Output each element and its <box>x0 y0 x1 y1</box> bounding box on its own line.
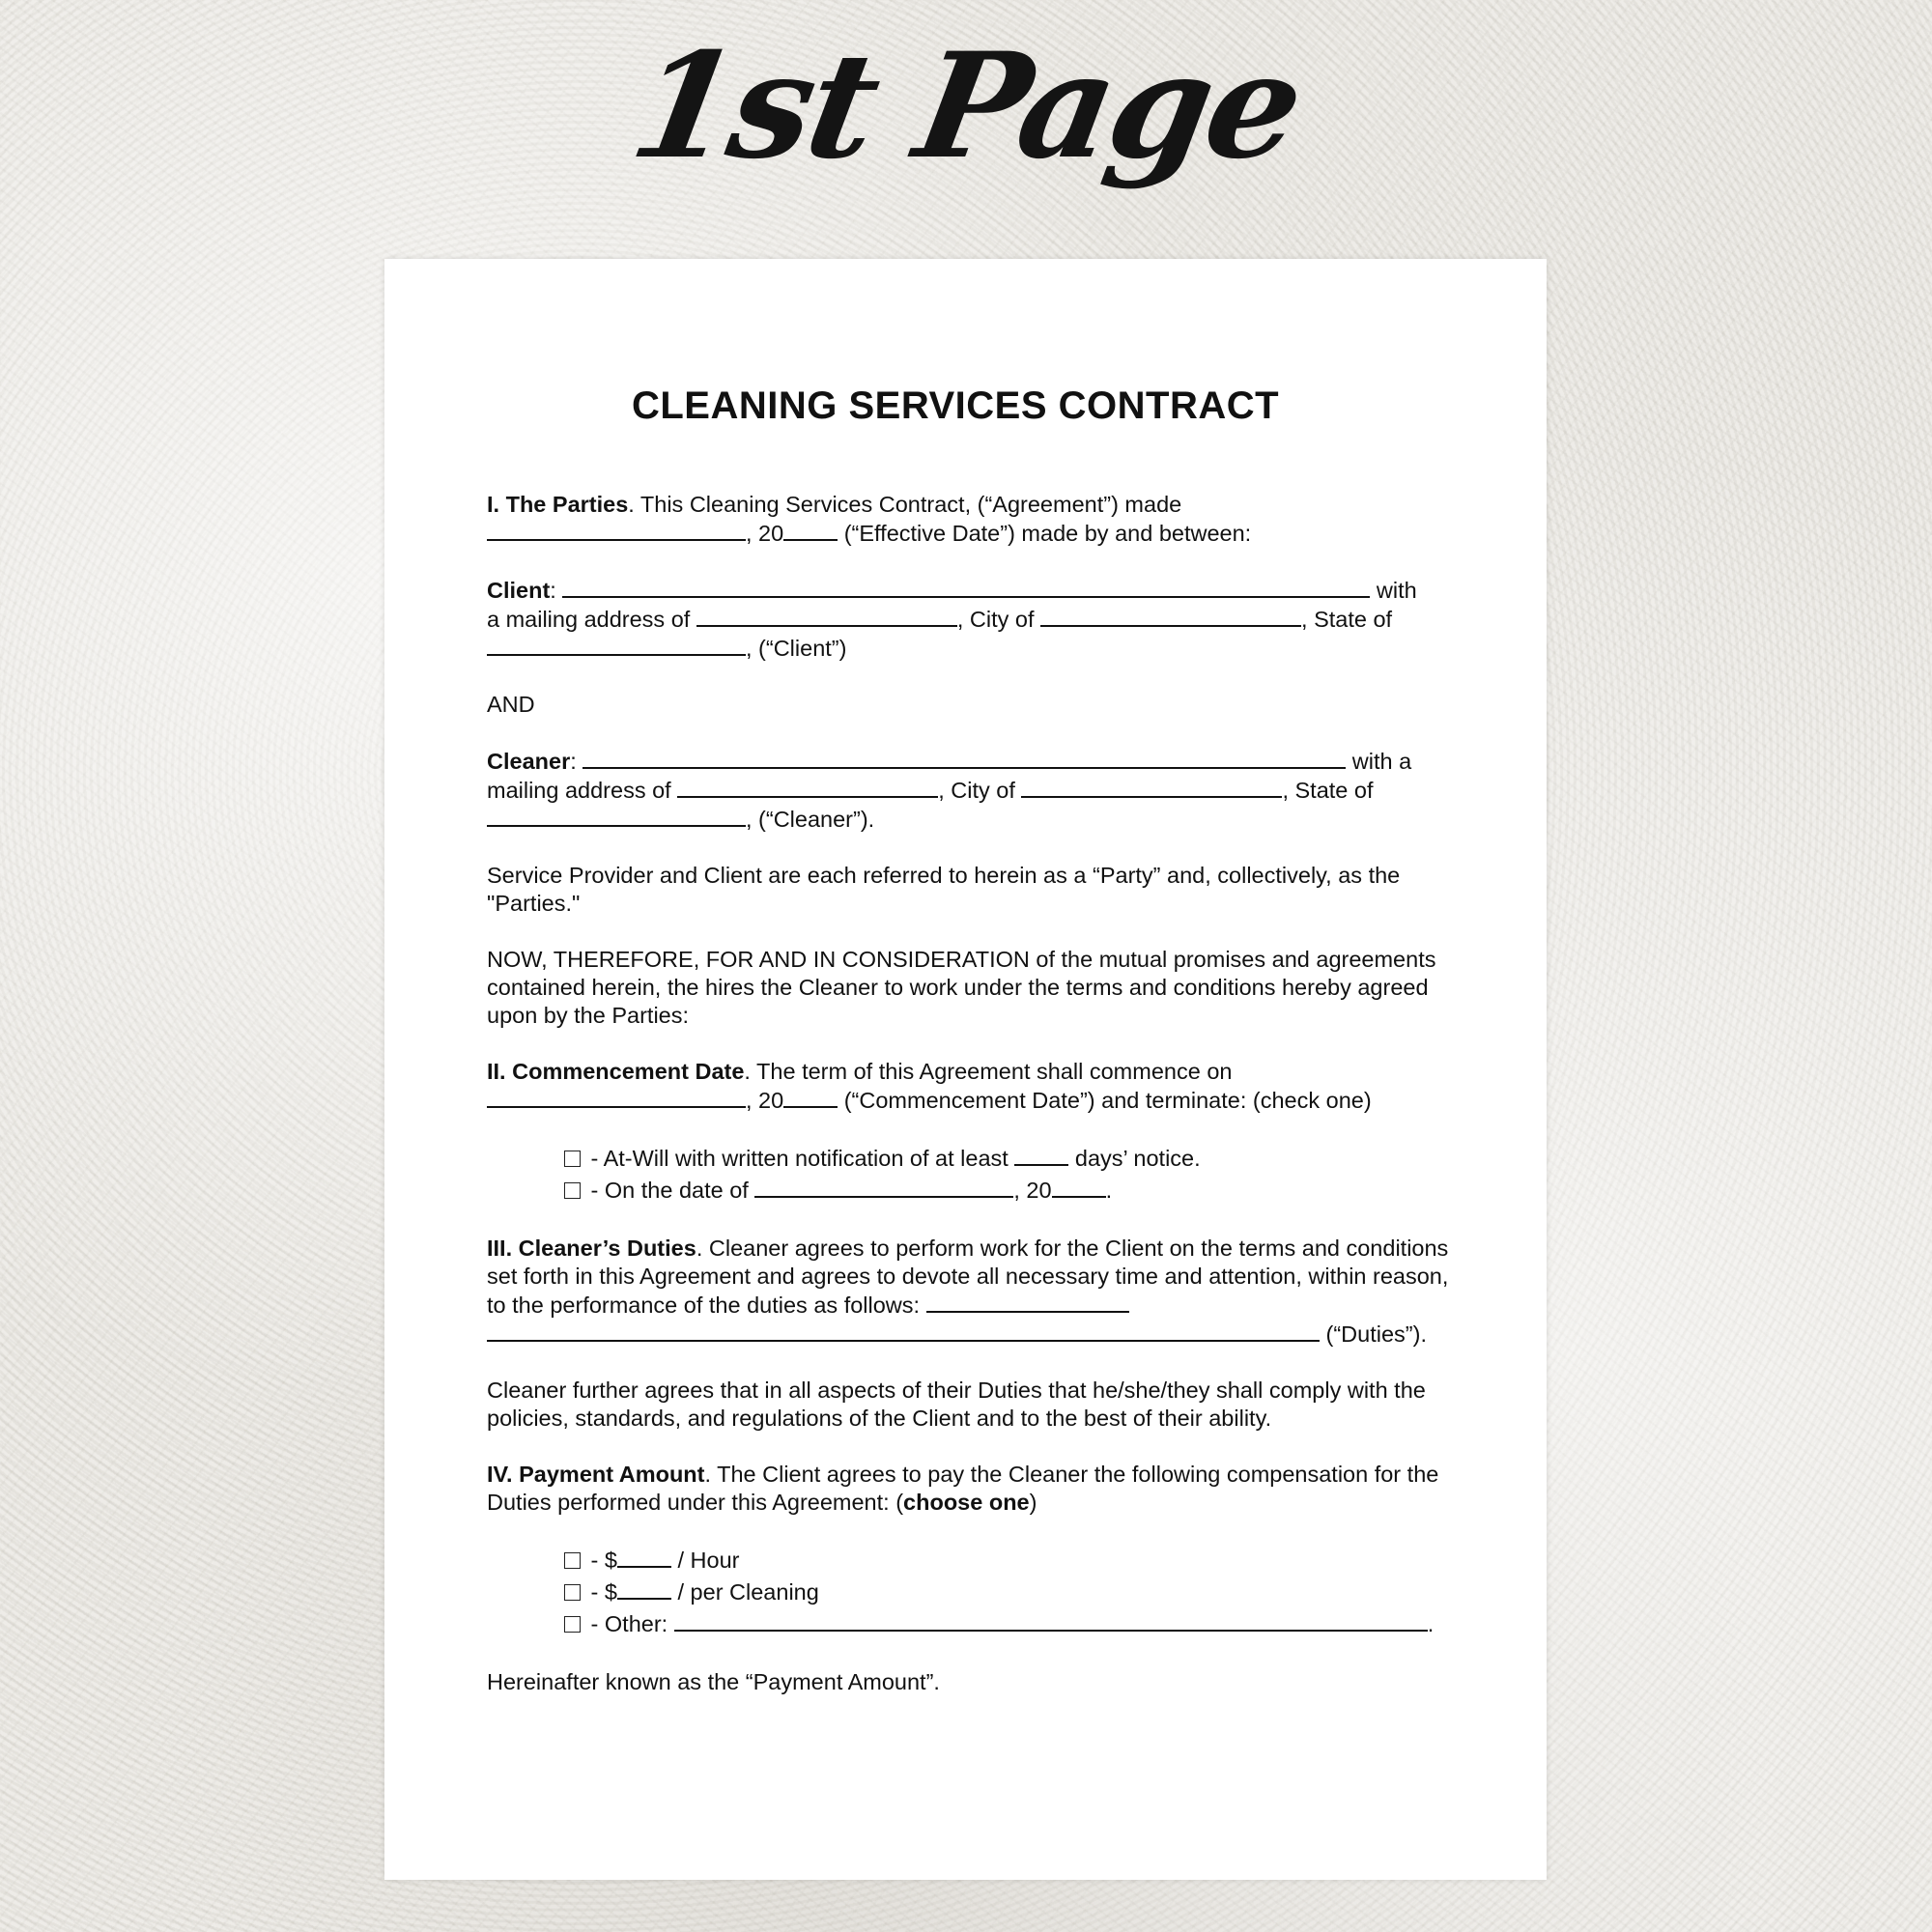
at-will-text: - At-Will with written notification of at least <box>584 1146 1015 1171</box>
checkbox[interactable] <box>564 1151 581 1167</box>
client-end: , (“Client”) <box>746 636 847 661</box>
client-label: Client <box>487 578 551 603</box>
duties-end: (“Duties”). <box>1320 1321 1427 1347</box>
parties-heading: I. The Parties <box>487 492 629 517</box>
contract-body <box>487 384 1453 1724</box>
option-at-will <box>564 1143 1453 1175</box>
effective-date-text: (“Effective Date”) made by and between: <box>838 521 1252 546</box>
other-end: . <box>1427 1611 1435 1636</box>
on-date-text: - On the date of <box>584 1178 755 1203</box>
payment-close: ) <box>1029 1490 1037 1515</box>
client-colon: : <box>550 578 556 603</box>
now-therefore-paragraph: NOW, THEREFORE, FOR AND IN CONSIDERATION of the mutual promises and agreements contained herein, the hires the Cleaner to work under the terms and conditions hereby agreed upon by the Parties: <box>487 947 1436 1028</box>
commencement-heading: II. Commencement Date <box>487 1059 745 1084</box>
and-text: AND <box>487 692 535 717</box>
days-blank[interactable] <box>1014 1144 1068 1166</box>
commencement-year-blank[interactable] <box>783 1086 838 1108</box>
client-with: with <box>1370 578 1417 603</box>
per-hour-text: / Hour <box>670 1548 740 1573</box>
option-hourly <box>564 1545 1453 1577</box>
duties-section <box>487 1235 1453 1349</box>
cleaner-city-blank[interactable] <box>1021 776 1282 798</box>
commencement-section <box>487 1058 1453 1115</box>
dollar-prefix: - $ <box>584 1548 617 1573</box>
commencement-end: (“Commencement Date”) and terminate: (check one) <box>838 1088 1372 1113</box>
duties-blank-1[interactable] <box>926 1291 1129 1313</box>
client-section <box>487 576 1453 663</box>
per-cleaning-text: / per Cleaning <box>670 1579 819 1605</box>
hereinafter-paragraph: Hereinafter known as the “Payment Amount”. <box>487 1669 940 1694</box>
date-blank[interactable] <box>487 519 746 541</box>
page-heading: 1st Page <box>620 21 1312 191</box>
year-blank[interactable] <box>783 519 838 541</box>
checkbox[interactable] <box>564 1552 581 1569</box>
duties-further-paragraph: Cleaner further agrees that in all aspects of their Duties that he/she/they shall comply with the policies, standards, and regulations of the Client and to the best of their ability. <box>487 1378 1426 1431</box>
client-city-blank[interactable] <box>1040 605 1301 627</box>
cleaner-colon: : <box>570 749 577 774</box>
other-label: - Other: <box>584 1611 674 1636</box>
client-state-label: , State of <box>1301 607 1393 632</box>
cleaner-state-blank[interactable] <box>487 805 746 827</box>
cleaner-with: with a <box>1346 749 1412 774</box>
other-blank[interactable] <box>674 1609 1428 1632</box>
cleaner-address-blank[interactable] <box>677 776 938 798</box>
cleaner-end: , (“Cleaner”). <box>746 807 875 832</box>
payment-options <box>564 1545 1453 1640</box>
termination-year-prefix: , 20 <box>1013 1178 1052 1203</box>
commencement-date-blank[interactable] <box>487 1086 746 1108</box>
cleaner-mailing-label: mailing address of <box>487 778 678 803</box>
checkbox[interactable] <box>564 1182 581 1199</box>
cleaner-label: Cleaner <box>487 749 571 774</box>
client-address-blank[interactable] <box>696 605 957 627</box>
choose-one: choose one <box>903 1490 1030 1515</box>
termination-date-blank[interactable] <box>754 1176 1013 1198</box>
cleaner-state-label: , State of <box>1282 778 1374 803</box>
duties-heading: III. Cleaner’s Duties <box>487 1236 696 1261</box>
client-city-label: , City of <box>956 607 1041 632</box>
contract-title: CLEANING SERVICES CONTRACT <box>631 384 1280 427</box>
commencement-year-prefix: , 20 <box>746 1088 784 1113</box>
client-name-blank[interactable] <box>562 576 1370 598</box>
checkbox[interactable] <box>564 1584 581 1601</box>
cleaning-rate-blank[interactable] <box>617 1577 671 1600</box>
termination-options <box>564 1143 1453 1207</box>
parties-intro: . This Cleaning Services Contract, (“Agreement”) made <box>628 492 1182 517</box>
dollar-prefix: - $ <box>584 1579 617 1605</box>
option-per-cleaning <box>564 1577 1453 1608</box>
termination-end: . <box>1105 1178 1113 1203</box>
duties-text: . Cleaner agrees to perform work for the Client on the terms and conditions set forth in this Agreement and agrees to devote all necessary time and attention, within reason, to the performance of the duties as follows: <box>487 1236 1449 1318</box>
payment-section <box>487 1461 1453 1517</box>
cleaner-section <box>487 747 1453 834</box>
contract-page <box>384 259 1547 1880</box>
termination-year-blank[interactable] <box>1052 1176 1106 1198</box>
checkbox[interactable] <box>564 1616 581 1633</box>
year-prefix: , 20 <box>746 521 784 546</box>
duties-blank-2[interactable] <box>487 1320 1320 1342</box>
parties-section <box>487 491 1453 548</box>
option-other <box>564 1608 1453 1640</box>
payment-text: . The Client agrees to pay the Cleaner the following compensation for the Duties performed under this Agreement: ( <box>487 1462 1439 1515</box>
option-on-date <box>564 1175 1453 1207</box>
days-notice-text: days’ notice. <box>1068 1146 1201 1171</box>
client-mailing-label: a mailing address of <box>487 607 696 632</box>
hourly-rate-blank[interactable] <box>617 1546 671 1568</box>
commencement-text: . The term of this Agreement shall commence on <box>744 1059 1233 1084</box>
payment-heading: IV. Payment Amount <box>487 1462 705 1487</box>
client-state-blank[interactable] <box>487 634 746 656</box>
service-provider-paragraph: Service Provider and Client are each referred to herein as a “Party” and, collectively, as the "Parties." <box>487 863 1401 916</box>
cleaner-name-blank[interactable] <box>582 747 1346 769</box>
cleaner-city-label: , City of <box>938 778 1022 803</box>
